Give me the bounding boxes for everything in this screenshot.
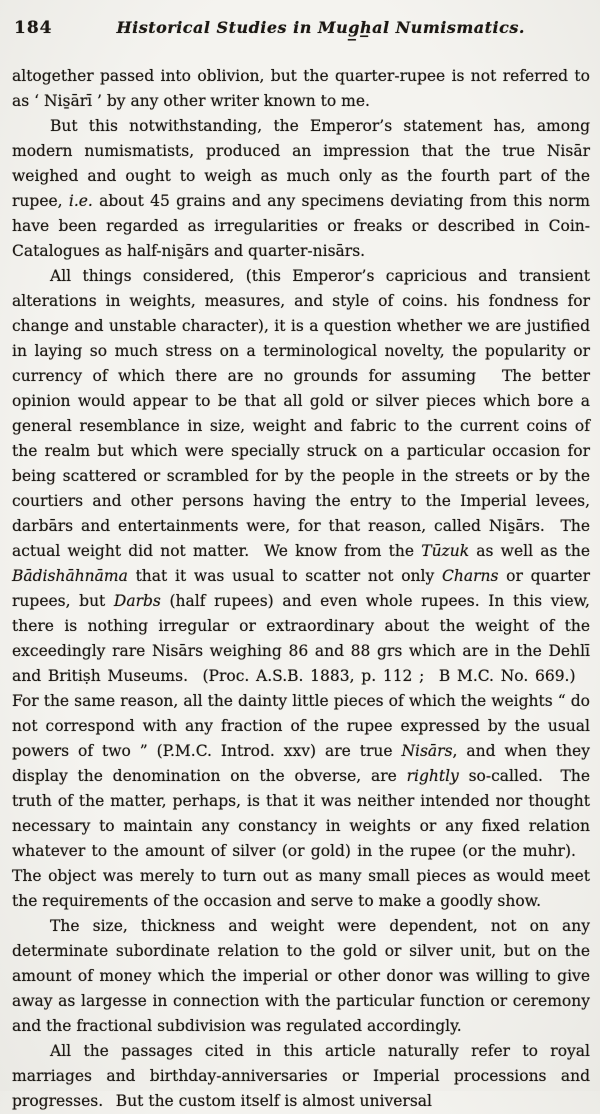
italic-text-run: Bādishāhnāma (12, 567, 128, 585)
text-run: about 45 grains and any specimens deviating from this norm have been regarded as irregularities or freaks or described in Coin-Catalogues as half-nis̱ārs and quarter-nisārs. (12, 192, 591, 260)
italic-text-run: rightly (406, 767, 459, 785)
text-run: All the passages cited in this article naturally refer to royal marriages and birthday-anniversaries or Imperial processions and progresses. But the custom itself is almost universal (12, 1042, 590, 1110)
paragraph (12, 114, 590, 264)
text-run: that it was usual to scatter not only (127, 567, 442, 585)
paragraph (12, 64, 590, 114)
italic-text-run: i.e. (68, 192, 93, 210)
page-body (12, 64, 590, 1114)
page-number: 184 (14, 18, 53, 38)
text-run: or quarter rupees, but (12, 567, 591, 610)
text-run: The size, thickness and weight were dependent, not on any determinate subordinate relation to the gold or silver unit, but on the amount of money which the imperial or other donor was willing to give away as largesse in connection with the particular function or ceremony and the fractional subdivision was regulated accordingly. (12, 917, 590, 1035)
text-run: But this notwithstanding, the Emperor’s statement has, among modern numismatists, produced an impression that the true Nisār weighed and ought to weigh as much only as the fourth part of the rupee, (12, 117, 590, 210)
running-header (14, 18, 590, 38)
text-run: , and when they display the denomination on the obverse, are (12, 742, 590, 785)
text-run: All things considered, (this Emperor’s capricious and transient alterations in weights, measures, and style of coins. his fondness for change and unstable character), it is a question whether we are justified in laying so much stress on a terminological novelty, the popularity or currency of which there are no grounds for assuming The better opinion would appear to be that all gold or silver pieces which bore a general resemblance in size, weight and fabric to the current coins of the realm but which were specially struck on a particular occasion for being scattered or scrambled for by the people in the streets or by the courtiers and other persons having the entry to the Imperial levees, darbārs and entertainments were, for that reason, called Nis̱ārs. The actual weight did not matter. We know from the (12, 267, 590, 560)
text-run: (half rupees) and even whole rupees. In this view, there is nothing irregular or extraordinary about the weight of the exceedingly rare Nisārs weighing 86 and 88 grs which are in the Dehlī and Britiṣh Museums. (Proc. A.S.B. 1883, p. 112 ; B M.C. No. 669.) For the same reason, all the dainty little pieces of which the weights “ do not correspond with any fraction of the rupee expressed by the usual powers of two ” (P.M.C. Introd. xxv) are true (12, 592, 590, 760)
italic-text-run: Darbs (113, 592, 161, 610)
paragraph (12, 1039, 590, 1114)
paragraph (12, 914, 590, 1039)
text-run: as well as the (469, 542, 590, 560)
italic-text-run: Tūzuk (421, 542, 470, 560)
text-run: so-called. The truth of the matter, perhaps, is that it was neither intended nor thought necessary to maintain any constancy in weights or any fixed relation whatever to the amount of silver (or gold) in the rupee (or the muhr). The object was merely to turn out as many small pieces as would meet the requirements of the occasion and serve to make a goodly show. (12, 767, 590, 910)
italic-text-run: Charns (441, 567, 499, 585)
paragraph (12, 264, 590, 914)
italic-text-run: Nisārs (401, 742, 453, 760)
text-run: altogether passed into oblivion, but the quarter-rupee is not referred to as ‘ Nis̱ārī ’ by any other writer known to me. (12, 67, 590, 110)
running-title: Historical Studies in Mug̲h̲al Numismatics. (116, 18, 525, 37)
